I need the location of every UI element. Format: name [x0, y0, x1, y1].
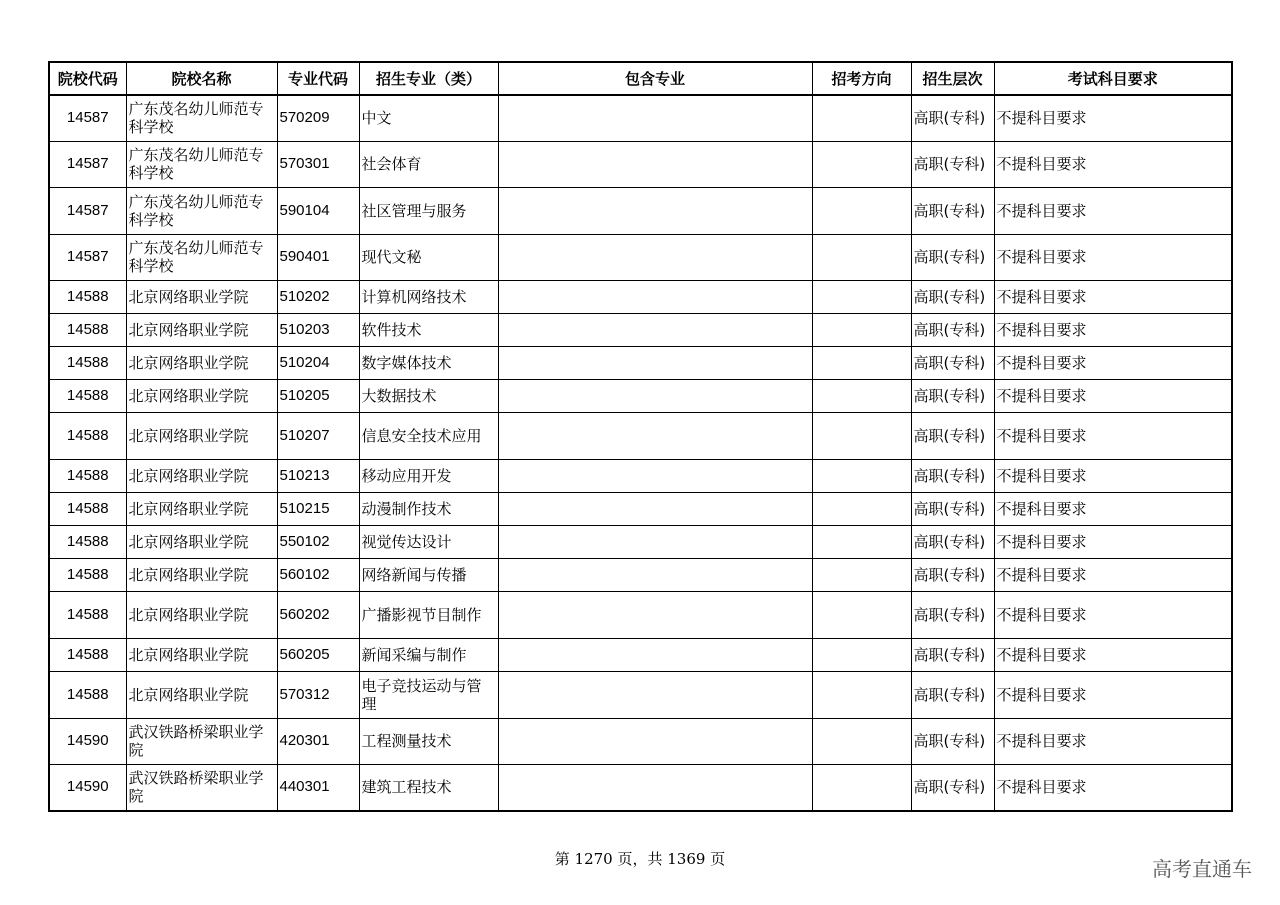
table-row [49, 459, 1232, 492]
cell-subject-requirement: 不提科目要求 [994, 346, 1232, 379]
cell-major: 信息安全技术应用 [359, 412, 498, 459]
cell-subject-requirement: 不提科目要求 [994, 234, 1232, 280]
table-row [49, 591, 1232, 638]
cell-major: 现代文秘 [359, 234, 498, 280]
header-major: 招生专业（类） [359, 62, 498, 95]
cell-level: 高职(专科) [911, 718, 994, 764]
cell-direction [812, 412, 911, 459]
cell-included-majors [498, 671, 812, 718]
cell-level: 高职(专科) [911, 412, 994, 459]
header-school-name: 院校名称 [126, 62, 277, 95]
cell-level: 高职(专科) [911, 492, 994, 525]
cell-level: 高职(专科) [911, 591, 994, 638]
cell-major: 动漫制作技术 [359, 492, 498, 525]
cell-subject-requirement: 不提科目要求 [994, 379, 1232, 412]
cell-level: 高职(专科) [911, 558, 994, 591]
cell-included-majors [498, 764, 812, 811]
cell-direction [812, 718, 911, 764]
cell-major-code: 550102 [277, 525, 359, 558]
cell-school-code: 14588 [49, 459, 126, 492]
admissions-table [48, 61, 1233, 812]
cell-level: 高职(专科) [911, 459, 994, 492]
cell-school-code: 14588 [49, 379, 126, 412]
cell-level: 高职(专科) [911, 525, 994, 558]
cell-major-code: 510207 [277, 412, 359, 459]
cell-included-majors [498, 234, 812, 280]
cell-major-code: 440301 [277, 764, 359, 811]
cell-major: 网络新闻与传播 [359, 558, 498, 591]
cell-level: 高职(专科) [911, 187, 994, 234]
cell-direction [812, 280, 911, 313]
cell-major-code: 510213 [277, 459, 359, 492]
cell-major: 移动应用开发 [359, 459, 498, 492]
cell-direction [812, 525, 911, 558]
cell-direction [812, 492, 911, 525]
cell-level: 高职(专科) [911, 346, 994, 379]
cell-school-code: 14587 [49, 234, 126, 280]
table-row [49, 280, 1232, 313]
cell-included-majors [498, 187, 812, 234]
table-row [49, 234, 1232, 280]
cell-school-name: 北京网络职业学院 [126, 346, 277, 379]
table-row [49, 141, 1232, 187]
cell-school-name: 北京网络职业学院 [126, 638, 277, 671]
table-row [49, 558, 1232, 591]
cell-included-majors [498, 591, 812, 638]
cell-major-code: 570209 [277, 95, 359, 141]
cell-major-code: 510204 [277, 346, 359, 379]
cell-school-code: 14590 [49, 718, 126, 764]
cell-major-code: 560102 [277, 558, 359, 591]
table-header-row [49, 62, 1232, 95]
cell-major-code: 560205 [277, 638, 359, 671]
cell-major-code: 560202 [277, 591, 359, 638]
cell-included-majors [498, 492, 812, 525]
cell-direction [812, 558, 911, 591]
table-row [49, 412, 1232, 459]
cell-school-name: 北京网络职业学院 [126, 459, 277, 492]
watermark: 高考直通车 [1152, 857, 1252, 881]
table-row [49, 638, 1232, 671]
table-row [49, 95, 1232, 141]
cell-school-code: 14587 [49, 95, 126, 141]
cell-included-majors [498, 638, 812, 671]
cell-direction [812, 141, 911, 187]
cell-subject-requirement: 不提科目要求 [994, 459, 1232, 492]
cell-level: 高职(专科) [911, 379, 994, 412]
cell-level: 高职(专科) [911, 638, 994, 671]
cell-subject-requirement: 不提科目要求 [994, 412, 1232, 459]
table-row [49, 187, 1232, 234]
table-row [49, 492, 1232, 525]
cell-major: 大数据技术 [359, 379, 498, 412]
cell-school-name: 北京网络职业学院 [126, 313, 277, 346]
cell-level: 高职(专科) [911, 234, 994, 280]
cell-major: 计算机网络技术 [359, 280, 498, 313]
cell-major-code: 420301 [277, 718, 359, 764]
cell-school-code: 14588 [49, 280, 126, 313]
table-row [49, 718, 1232, 764]
cell-level: 高职(专科) [911, 313, 994, 346]
cell-included-majors [498, 718, 812, 764]
header-direction: 招考方向 [812, 62, 911, 95]
cell-school-name: 北京网络职业学院 [126, 412, 277, 459]
header-level: 招生层次 [911, 62, 994, 95]
cell-school-code: 14588 [49, 492, 126, 525]
cell-major: 软件技术 [359, 313, 498, 346]
cell-major-code: 570312 [277, 671, 359, 718]
cell-school-name: 武汉铁路桥梁职业学院 [126, 764, 277, 811]
cell-subject-requirement: 不提科目要求 [994, 525, 1232, 558]
cell-subject-requirement: 不提科目要求 [994, 492, 1232, 525]
cell-major: 视觉传达设计 [359, 525, 498, 558]
cell-included-majors [498, 525, 812, 558]
cell-direction [812, 95, 911, 141]
cell-major: 中文 [359, 95, 498, 141]
cell-included-majors [498, 379, 812, 412]
table-row [49, 764, 1232, 811]
cell-included-majors [498, 558, 812, 591]
table-row [49, 525, 1232, 558]
cell-school-name: 北京网络职业学院 [126, 379, 277, 412]
cell-direction [812, 187, 911, 234]
cell-subject-requirement: 不提科目要求 [994, 718, 1232, 764]
cell-subject-requirement: 不提科目要求 [994, 671, 1232, 718]
table-body [49, 95, 1232, 811]
cell-subject-requirement: 不提科目要求 [994, 95, 1232, 141]
cell-school-code: 14590 [49, 764, 126, 811]
cell-major-code: 510215 [277, 492, 359, 525]
cell-level: 高职(专科) [911, 95, 994, 141]
cell-major: 新闻采编与制作 [359, 638, 498, 671]
cell-level: 高职(专科) [911, 280, 994, 313]
cell-school-name: 北京网络职业学院 [126, 591, 277, 638]
cell-included-majors [498, 459, 812, 492]
cell-included-majors [498, 412, 812, 459]
cell-direction [812, 313, 911, 346]
cell-major: 广播影视节目制作 [359, 591, 498, 638]
cell-school-name: 广东茂名幼儿师范专科学校 [126, 187, 277, 234]
cell-direction [812, 379, 911, 412]
cell-major: 电子竞技运动与管理 [359, 671, 498, 718]
cell-major: 数字媒体技术 [359, 346, 498, 379]
cell-major: 社会体育 [359, 141, 498, 187]
page-number: 第 1270 页，共 1369 页 [554, 850, 726, 868]
header-major-code: 专业代码 [277, 62, 359, 95]
cell-level: 高职(专科) [911, 141, 994, 187]
cell-direction [812, 764, 911, 811]
cell-school-name: 北京网络职业学院 [126, 280, 277, 313]
cell-major-code: 510202 [277, 280, 359, 313]
cell-school-name: 广东茂名幼儿师范专科学校 [126, 141, 277, 187]
cell-school-name: 北京网络职业学院 [126, 671, 277, 718]
cell-included-majors [498, 141, 812, 187]
cell-subject-requirement: 不提科目要求 [994, 141, 1232, 187]
cell-major-code: 590401 [277, 234, 359, 280]
cell-major: 建筑工程技术 [359, 764, 498, 811]
cell-included-majors [498, 346, 812, 379]
cell-major-code: 510203 [277, 313, 359, 346]
cell-direction [812, 234, 911, 280]
cell-subject-requirement: 不提科目要求 [994, 313, 1232, 346]
cell-school-name: 北京网络职业学院 [126, 558, 277, 591]
cell-school-code: 14588 [49, 412, 126, 459]
cell-included-majors [498, 95, 812, 141]
cell-subject-requirement: 不提科目要求 [994, 558, 1232, 591]
cell-subject-requirement: 不提科目要求 [994, 280, 1232, 313]
cell-school-code: 14588 [49, 525, 126, 558]
cell-direction [812, 346, 911, 379]
cell-subject-requirement: 不提科目要求 [994, 764, 1232, 811]
cell-subject-requirement: 不提科目要求 [994, 187, 1232, 234]
table-row [49, 313, 1232, 346]
header-included-majors: 包含专业 [498, 62, 812, 95]
cell-major-code: 510205 [277, 379, 359, 412]
cell-included-majors [498, 313, 812, 346]
cell-school-code: 14588 [49, 558, 126, 591]
cell-school-name: 北京网络职业学院 [126, 492, 277, 525]
cell-direction [812, 591, 911, 638]
cell-school-code: 14588 [49, 671, 126, 718]
cell-subject-requirement: 不提科目要求 [994, 591, 1232, 638]
cell-school-name: 北京网络职业学院 [126, 525, 277, 558]
cell-included-majors [498, 280, 812, 313]
cell-school-code: 14588 [49, 313, 126, 346]
cell-school-code: 14588 [49, 638, 126, 671]
cell-school-name: 广东茂名幼儿师范专科学校 [126, 234, 277, 280]
cell-level: 高职(专科) [911, 764, 994, 811]
cell-major: 工程测量技术 [359, 718, 498, 764]
cell-school-name: 武汉铁路桥梁职业学院 [126, 718, 277, 764]
cell-school-code: 14587 [49, 187, 126, 234]
header-school-code: 院校代码 [49, 62, 126, 95]
cell-school-name: 广东茂名幼儿师范专科学校 [126, 95, 277, 141]
table-row [49, 346, 1232, 379]
cell-direction [812, 671, 911, 718]
cell-direction [812, 459, 911, 492]
header-subject-requirement: 考试科目要求 [994, 62, 1232, 95]
cell-school-code: 14587 [49, 141, 126, 187]
cell-school-code: 14588 [49, 346, 126, 379]
cell-major: 社区管理与服务 [359, 187, 498, 234]
cell-level: 高职(专科) [911, 671, 994, 718]
table-row [49, 671, 1232, 718]
cell-subject-requirement: 不提科目要求 [994, 638, 1232, 671]
cell-major-code: 590104 [277, 187, 359, 234]
table-row [49, 379, 1232, 412]
cell-school-code: 14588 [49, 591, 126, 638]
cell-direction [812, 638, 911, 671]
cell-major-code: 570301 [277, 141, 359, 187]
